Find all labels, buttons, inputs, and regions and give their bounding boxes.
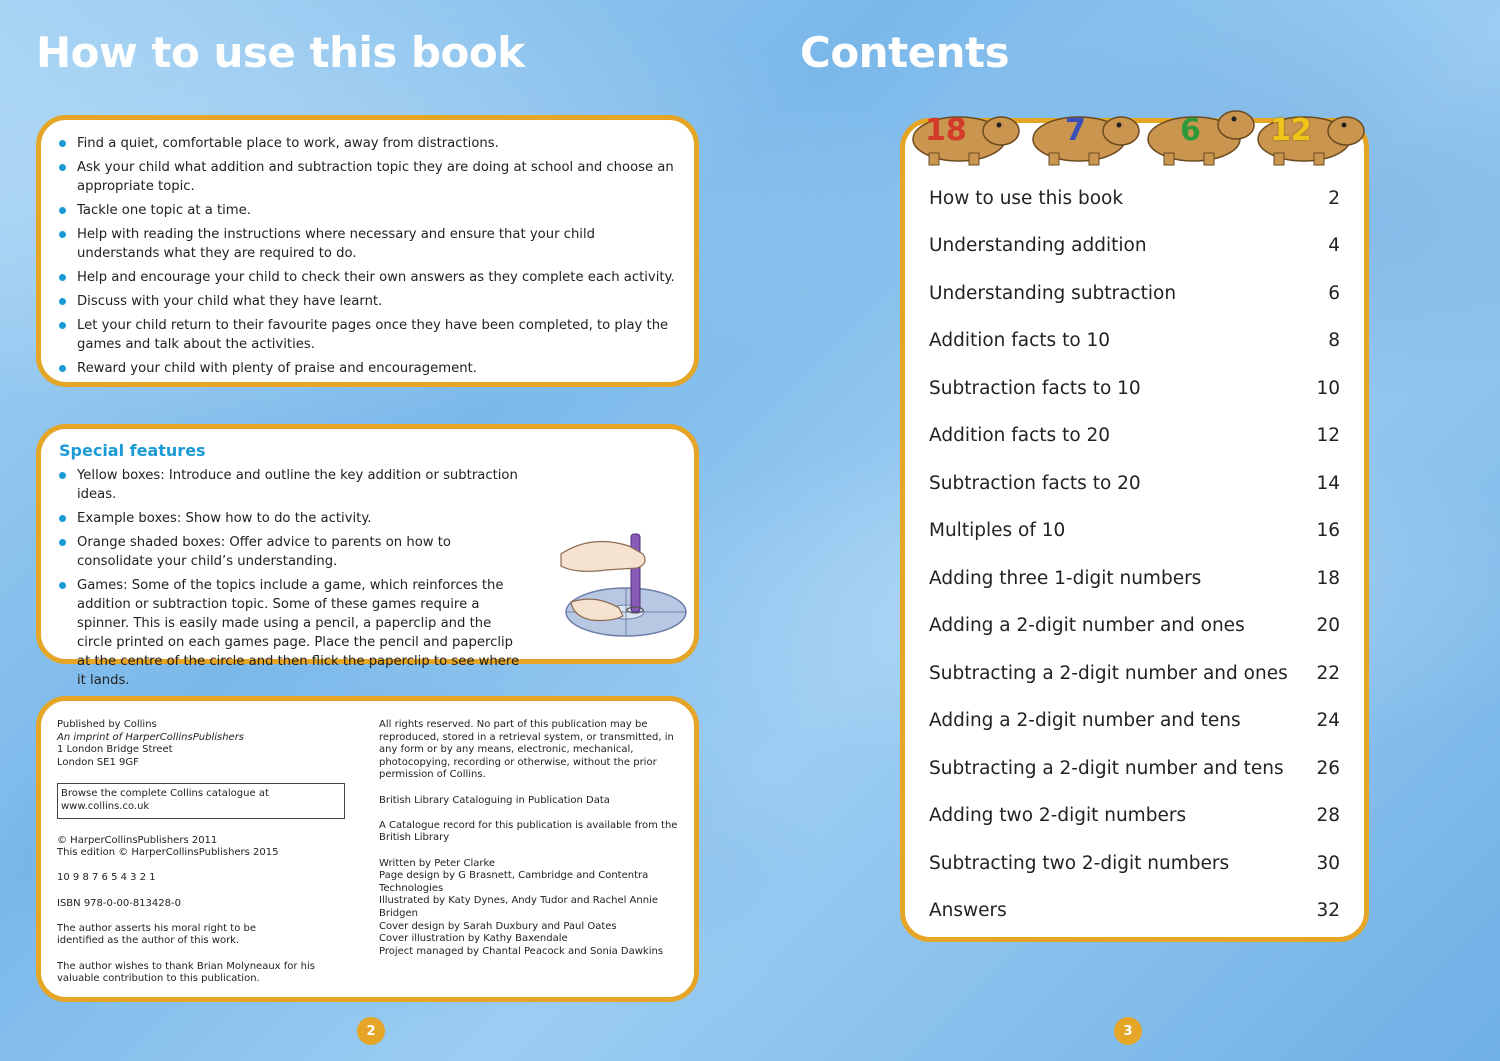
toc-title: Subtracting a 2-digit number and ones xyxy=(929,662,1288,684)
written-by: Written by Peter Clarke xyxy=(379,857,496,869)
toc-entry[interactable] xyxy=(929,278,1340,308)
toc-title: Subtracting a 2-digit number and tens xyxy=(929,757,1284,779)
toc-title: Subtracting two 2-digit numbers xyxy=(929,852,1230,874)
toc-entry[interactable] xyxy=(929,563,1340,593)
catalogue-link-box[interactable]: Browse the complete Collins catalogue at www.collins.co.uk xyxy=(57,783,345,818)
toc-page: 4 xyxy=(1328,235,1340,256)
toc-entry[interactable] xyxy=(929,468,1340,498)
toc-page: 2 xyxy=(1328,187,1340,209)
cover-design: Cover design by Sarah Duxbury and Paul Oates xyxy=(379,920,617,932)
tip-item: Discuss with your child what they have learnt. xyxy=(59,292,676,311)
hippo-number: 18 xyxy=(925,113,967,148)
toc-entry[interactable] xyxy=(929,183,1340,213)
toc-entry[interactable] xyxy=(929,326,1340,356)
toc-entry[interactable] xyxy=(929,516,1340,546)
thanks: The author wishes to thank Brian Molyneaux for his valuable contribution to this publication. xyxy=(57,960,316,985)
toc-title: Understanding subtraction xyxy=(929,282,1177,304)
toc-page: 12 xyxy=(1316,425,1340,446)
toc-page: 28 xyxy=(1316,805,1340,826)
tips-list xyxy=(59,134,676,378)
toc-entry[interactable] xyxy=(929,373,1340,403)
toc-title: Multiples of 10 xyxy=(929,520,1066,541)
toc-entry[interactable] xyxy=(929,706,1340,736)
cover-illustration: Cover illustration by Kathy Baxendale xyxy=(379,933,568,945)
toc-entry[interactable] xyxy=(929,753,1340,783)
tip-item: Ask your child what addition and subtraction topic they are doing at school and choose an appropriate topic. xyxy=(59,158,676,196)
toc-title: Adding three 1-digit numbers xyxy=(929,567,1202,589)
toc-title: Addition facts to 20 xyxy=(929,425,1111,446)
address-line-2: London SE1 9GF xyxy=(57,756,139,768)
left-page-title: How to use this book xyxy=(36,28,525,77)
hippo-number: 7 xyxy=(1065,113,1086,148)
toc-page: 30 xyxy=(1316,852,1340,874)
toc-title: Addition facts to 10 xyxy=(929,330,1111,351)
hippo-strip xyxy=(909,101,1369,171)
imprint-panel xyxy=(36,696,699,1002)
special-features-list xyxy=(59,466,529,690)
toc-page: 10 xyxy=(1316,377,1340,399)
illustrated-by: Illustrated by Katy Dynes, Andy Tudor and Rachel Annie Bridgen xyxy=(379,895,659,919)
toc-entry[interactable] xyxy=(929,801,1340,831)
page-design: Page design by G Brasnett, Cambridge and Contentra Technologies xyxy=(379,870,649,894)
tips-panel xyxy=(36,115,699,387)
right-page-title: Contents xyxy=(800,28,1010,77)
toc-entry[interactable] xyxy=(929,658,1340,688)
tip-item: Tackle one topic at a time. xyxy=(59,201,676,220)
toc-title: Adding a 2-digit number and tens xyxy=(929,710,1241,731)
hippo-illustration xyxy=(1029,101,1144,167)
toc-page: 8 xyxy=(1328,330,1340,351)
hippo-illustration xyxy=(909,101,1024,167)
hippo-number: 12 xyxy=(1270,113,1312,148)
toc-title: How to use this book xyxy=(929,187,1124,209)
published-by: Published by Collins xyxy=(57,719,157,730)
imprint-of: An imprint of HarperCollinsPublishers xyxy=(57,731,245,743)
toc-page: 18 xyxy=(1316,567,1340,589)
spinner-illustration xyxy=(551,524,691,644)
toc-title: Answers xyxy=(929,900,1007,921)
toc-title: Subtraction facts to 10 xyxy=(929,377,1141,399)
tip-item: Help and encourage your child to check their own answers as they complete each activity. xyxy=(59,268,676,287)
toc-page: 26 xyxy=(1316,757,1340,779)
print-line: 10 9 8 7 6 5 4 3 2 1 xyxy=(57,872,156,884)
tip-item: Reward your child with plenty of praise and encouragement. xyxy=(59,359,676,378)
isbn: ISBN 978-0-00-813428-0 xyxy=(57,897,181,909)
toc-entry[interactable] xyxy=(929,896,1340,926)
hippo-number: 6 xyxy=(1180,113,1201,148)
project-managed: Project managed by Chantal Peacock and Sonia Dawkins xyxy=(379,945,664,957)
toc-title: Understanding addition xyxy=(929,235,1147,256)
imprint-right-column xyxy=(379,719,689,958)
toc-page: 24 xyxy=(1316,710,1340,731)
right-page-number: 3 xyxy=(1114,1017,1142,1045)
contents-panel xyxy=(900,113,1369,942)
special-features-panel xyxy=(36,424,699,688)
toc-entry[interactable] xyxy=(929,231,1340,261)
toc-page: 20 xyxy=(1316,615,1340,636)
toc-title: Adding two 2-digit numbers xyxy=(929,805,1187,826)
toc-page: 16 xyxy=(1316,520,1340,541)
imprint-left-column xyxy=(57,719,357,998)
copyright-line-1: © HarperCollinsPublishers 2011 xyxy=(57,834,218,846)
feature-item: Example boxes: Show how to do the activity. xyxy=(59,509,529,528)
moral-right: The author asserts his moral right to be identified as the author of this work. xyxy=(57,922,256,947)
cip-data: British Library Cataloguing in Publication Data xyxy=(379,794,610,806)
toc-page: 32 xyxy=(1316,900,1340,921)
toc-entry[interactable] xyxy=(929,848,1340,878)
tip-item: Help with reading the instructions where necessary and ensure that your child understands what they are required to do. xyxy=(59,225,676,263)
toc-entry[interactable] xyxy=(929,611,1340,641)
toc-title: Subtraction facts to 20 xyxy=(929,472,1141,494)
address-line-1: 1 London Bridge Street xyxy=(57,744,173,756)
toc-entry[interactable] xyxy=(929,421,1340,451)
hippo-illustration xyxy=(1144,101,1259,167)
left-page-number: 2 xyxy=(357,1017,385,1045)
tip-item: Let your child return to their favourite pages once they have been completed, to play the games and talk about the activities. xyxy=(59,316,676,354)
toc-title: Adding a 2-digit number and ones xyxy=(929,615,1245,636)
copyright-line-2: This edition © HarperCollinsPublishers 2015 xyxy=(57,847,279,859)
feature-item: Orange shaded boxes: Offer advice to parents on how to consolidate your child’s understanding. xyxy=(59,533,529,571)
hippo-illustration xyxy=(1254,101,1369,167)
toc-page: 6 xyxy=(1328,282,1340,304)
feature-item: Games: Some of the topics include a game, which reinforces the addition or subtraction topic. Some of these games require a spinner. This is easily made using a pencil, a paperclip and the circle printed on each games page. Place the pencil and paperclip at the centre of the circle and then flick the paperclip to see where it lands. xyxy=(59,576,529,690)
toc-page: 14 xyxy=(1316,472,1340,494)
tip-item: Find a quiet, comfortable place to work, away from distractions. xyxy=(59,134,676,153)
rights-notice: All rights reserved. No part of this publication may be reproduced, stored in a retrieval system, or transmitted, in any form or by any means, electronic, mechanical, photocopying, recording or otherwise, without the prior permission of Collins. xyxy=(379,719,674,781)
special-features-title: Special features xyxy=(59,441,206,460)
catalogue-record: A Catalogue record for this publication is available from the British Library xyxy=(379,819,678,844)
toc-page: 22 xyxy=(1316,662,1340,684)
feature-item: Yellow boxes: Introduce and outline the key addition or subtraction ideas. xyxy=(59,466,529,504)
